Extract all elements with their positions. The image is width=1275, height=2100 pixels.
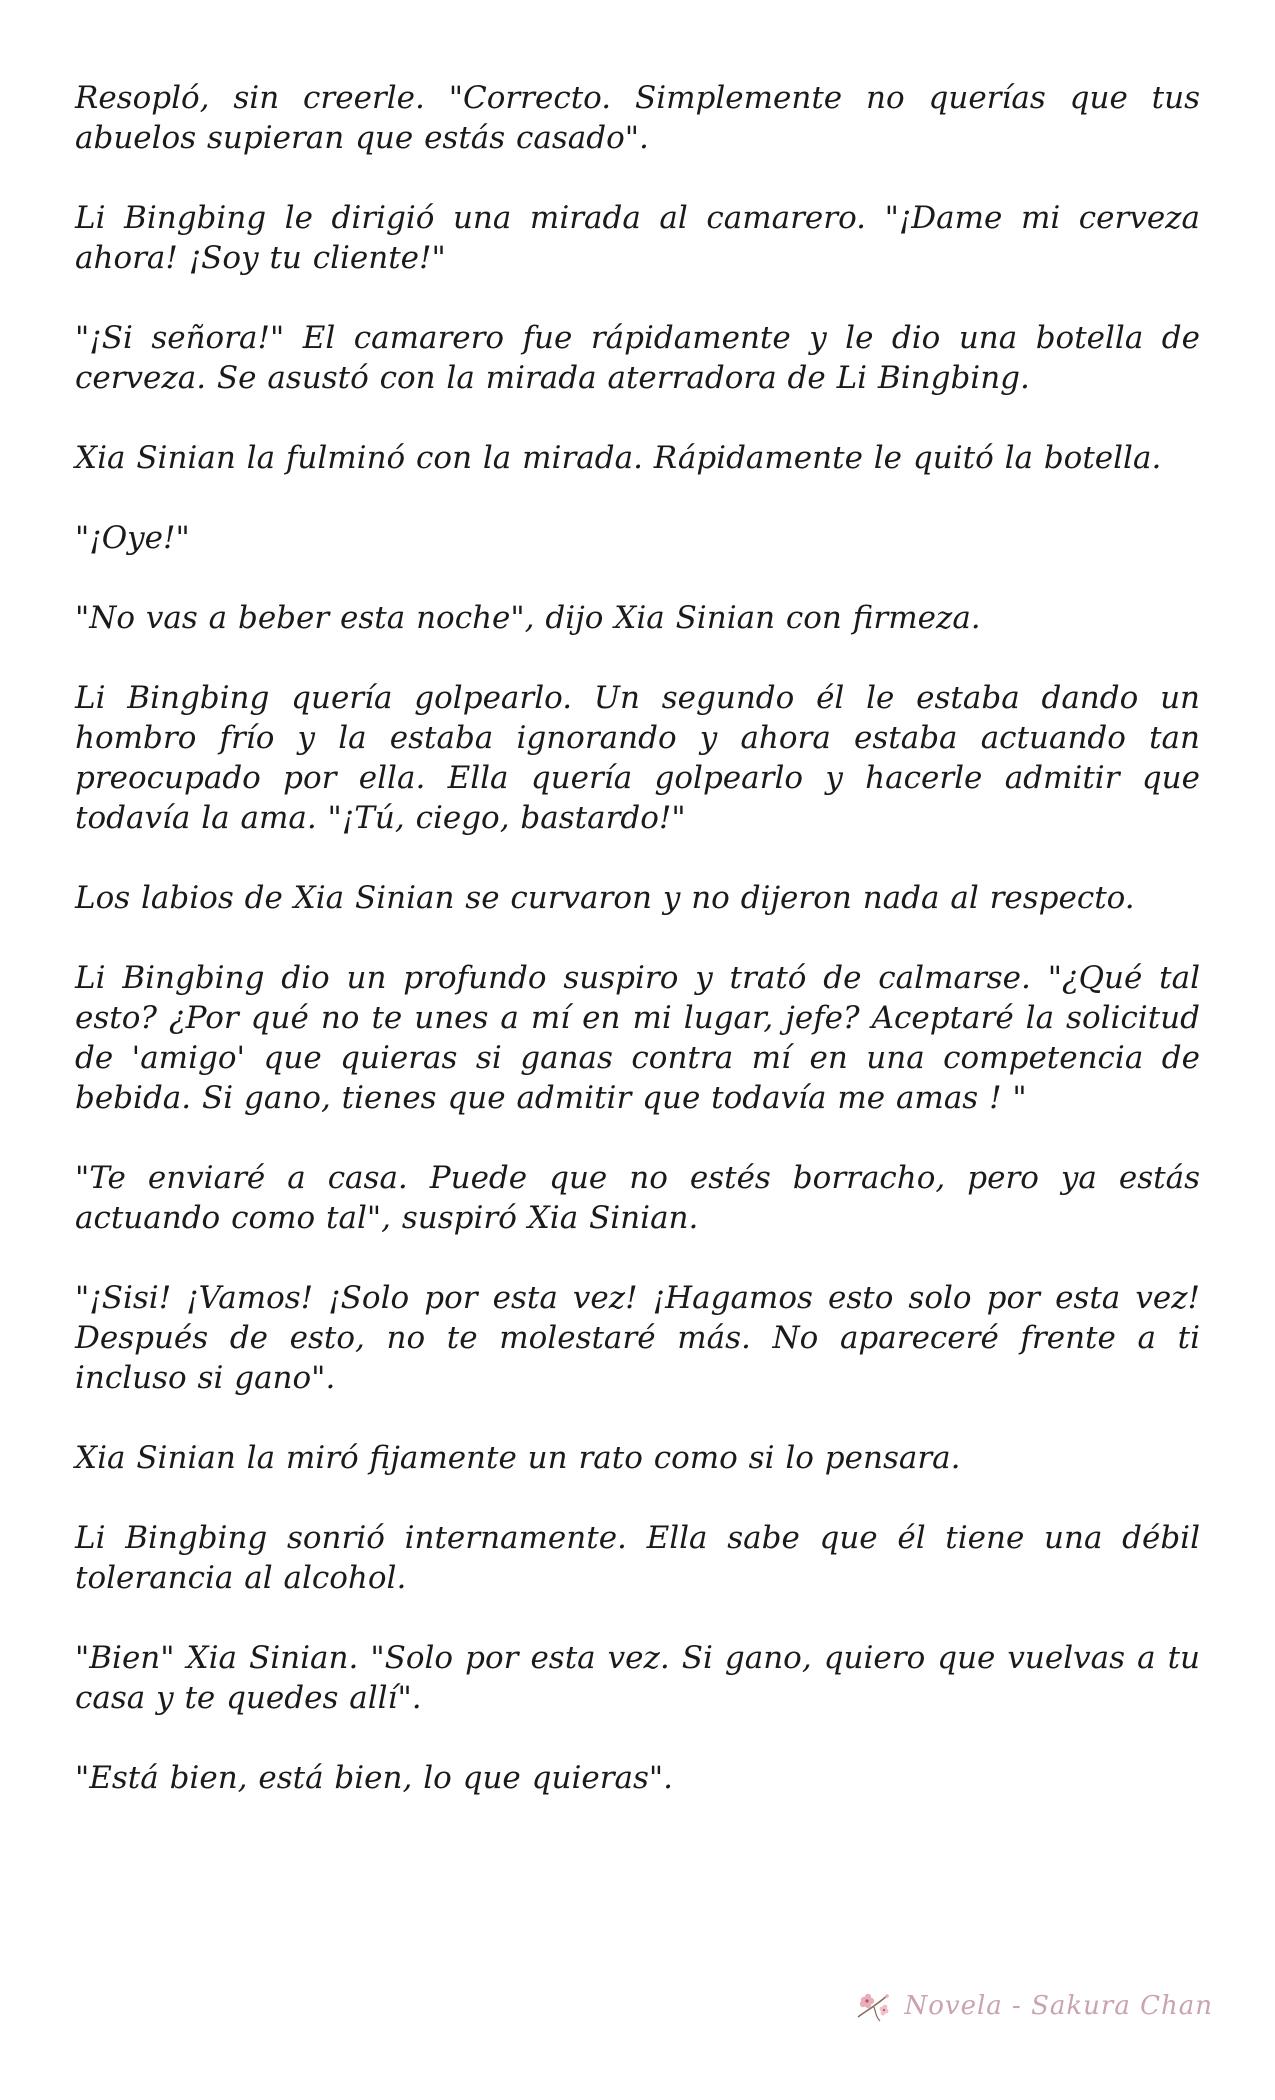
paragraph: Xia Sinian la miró fijamente un rato como si lo pensara. bbox=[75, 1440, 961, 1476]
paragraph: "No vas a beber esta noche", dijo Xia Sinian con firmeza. bbox=[75, 600, 981, 636]
paragraph: "¡Sisi! ¡Vamos! ¡Solo por esta vez! ¡Hagamos esto solo por esta vez! Después de esto, no te molestaré más. No apareceré frente a ti incluso si gano". bbox=[75, 1280, 1200, 1396]
paragraph: Resopló, sin creerle. "Correcto. Simplemente no querías que tus abuelos supieran que estás casado". bbox=[75, 80, 1200, 156]
paragraph: "Te enviaré a casa. Puede que no estés borracho, pero ya estás actuando como tal", suspiró Xia Sinian. bbox=[75, 1160, 1200, 1236]
cherry-blossom-icon bbox=[854, 1987, 894, 2025]
paragraph: Los labios de Xia Sinian se curvaron y no dijeron nada al respecto. bbox=[75, 880, 1135, 916]
watermark bbox=[854, 1987, 1213, 2025]
paragraph: "Está bien, está bien, lo que quieras". bbox=[75, 1760, 674, 1796]
paragraph: "¡Si señora!" El camarero fue rápidamente y le dio una botella de cerveza. Se asustó con la mirada aterradora de Li Bingbing. bbox=[75, 320, 1200, 396]
paragraph: "Bien" Xia Sinian. "Solo por esta vez. Si gano, quiero que vuelvas a tu casa y te quedes allí". bbox=[75, 1640, 1200, 1716]
paragraph: Xia Sinian la fulminó con la mirada. Rápidamente le quitó la botella. bbox=[75, 440, 1162, 476]
paragraph: Li Bingbing sonrió internamente. Ella sabe que él tiene una débil tolerancia al alcohol. bbox=[75, 1520, 1200, 1596]
paragraph: "¡Oye!" bbox=[75, 520, 190, 556]
watermark-text: Novela - Sakura Chan bbox=[904, 1991, 1213, 2021]
paragraph: Li Bingbing dio un profundo suspiro y trató de calmarse. "¿Qué tal esto? ¿Por qué no te unes a mí en mi lugar, jefe? Aceptaré la solicitud de 'amigo' que quieras si ganas contra mí en una competencia de bebida. Si gano, tienes que admitir que todavía me amas ! " bbox=[75, 960, 1200, 1116]
paragraph: Li Bingbing le dirigió una mirada al camarero. "¡Dame mi cerveza ahora! ¡Soy tu cliente!" bbox=[75, 200, 1200, 276]
paragraph: Li Bingbing quería golpearlo. Un segundo él le estaba dando un hombro frío y la estaba ignorando y ahora estaba actuando tan preocupado por ella. Ella quería golpearlo y hacerle admitir que todavía la ama. "¡Tú, ciego, bastardo!" bbox=[75, 680, 1200, 836]
